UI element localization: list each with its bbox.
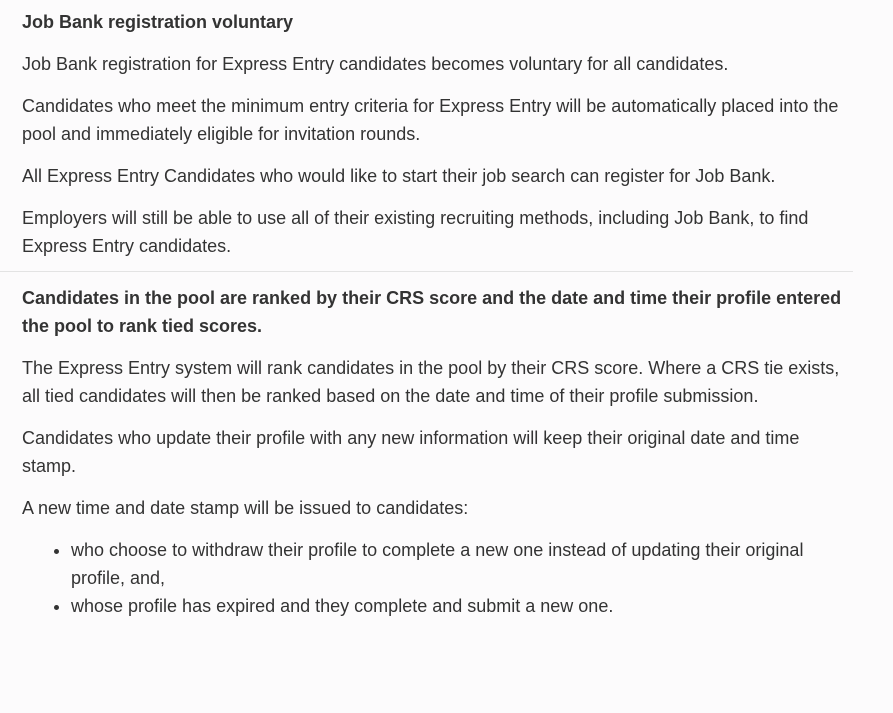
paragraph: Job Bank registration for Express Entry candidates becomes voluntary for all candidates. xyxy=(22,54,729,74)
paragraph: All Express Entry Candidates who would like to start their job search can register for Job Bank. xyxy=(22,166,776,186)
section-heading: Candidates in the pool are ranked by their CRS score and the date and time their profile entered the pool to rank tied scores. xyxy=(22,288,842,336)
bullet-list xyxy=(22,536,857,620)
section-heading: Job Bank registration voluntary xyxy=(22,12,294,32)
paragraph: A new time and date stamp will be issued to candidates: xyxy=(22,498,469,518)
paragraph: The Express Entry system will rank candidates in the pool by their CRS score. Where a CRS tie exists, all tied candidates will then be ranked based on the date and time of their profile submission. xyxy=(22,358,840,406)
paragraph: Candidates who meet the minimum entry criteria for Express Entry will be automatically placed into the pool and immediately eligible for invitation rounds. xyxy=(22,96,839,144)
paragraph: Candidates who update their profile with any new information will keep their original date and time stamp. xyxy=(22,428,800,476)
section-crs-ranking xyxy=(0,272,893,620)
section-job-bank-registration xyxy=(0,0,893,260)
list-item: • whose profile has expired and they complete and submit a new one. xyxy=(71,592,857,620)
list-item: • who choose to withdraw their profile to complete a new one instead of updating their original profile, and, xyxy=(71,536,857,592)
paragraph: Employers will still be able to use all of their existing recruiting methods, including Job Bank, to find Express Entry candidates. xyxy=(22,208,809,256)
